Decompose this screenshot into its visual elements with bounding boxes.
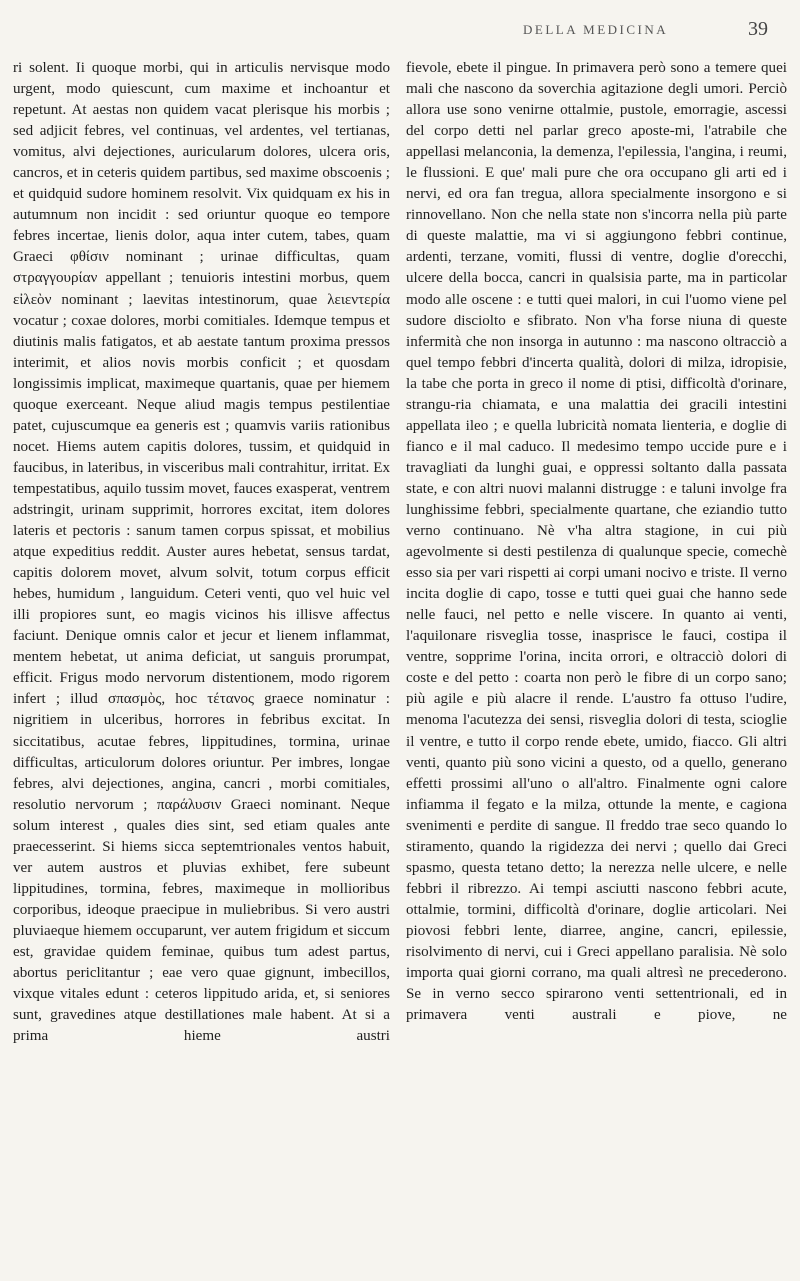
running-head-title: DELLA MEDICINA — [523, 22, 669, 37]
italian-text-column — [406, 58, 787, 1268]
italian-paragraph: fievole, ebete il pingue. In primavera però sono a temere quei mali che nascono da soverchia agitazione degli umori. Perciò allora use sono venirne ottalmie, pustole, emorragie, ascessi del corpo detti nel parlar greco aposte-mi, l'atrabile che appellasi melanconia, la demenza, l'epilessia, l'angina, i reumi, le flussioni. E que' mali pure che ora occupano gli arti ed i nervi, ed ora fan tregua, allora specialmente insorgono e si rinnovellano. Non che nella state non s'incorra nella più parte di queste malattie, ma vi si aggiungono febbri continue, ardenti, terzane, vomiti, flussi di ventre, doglie d'orecchi, ulcere della bocca, cancri in qualsisia parte, ma in particolar modo alle oscene : e tutti quei malori, in cui l'uomo viene pel sudore disciolto e sfibrato. Non v'ha forse niuna di queste infermità che non insorga in autunno : ma nascono oltracciò a quel tempo febbri d'incerta qualità, dolori di milza, idropisie, la tabe che porta in greco il nome di ptisi, difficoltà d'orinare, strangu-ria chiamata, e una malattia dei gracili intestini appellata ileo ; e quella lubricità nomata lienteria, e doglie di fianco e il mal caduco. Il medesimo tempo uccide pure e i travagliati da lunghi guai, e oppressi soltanto dalla passata state, e con altri nuovi malanni distrugge : e taluni involge fra lunghissime febbri, specialmente quartane, che eziandio tutto verno continuano. Nè v'ha altra stagione, in cui più agevolmente si desti pestilenza di qualunque specie, comechè esso sia per vari rispetti ai corpi umani nocivo e triste. Il verno incita doglie di capo, tosse e tutti quei guai che hanno sede nelle fauci, nel petto e nelle viscere. In quanto ai venti, l'aquilonare risveglia tosse, inasprisce le fauci, costipa il ventre, sopprime l'orina, incita orrori, e oltracciò dolori di coste e del petto : coarta non però le fibre di un corpo sano; più agile e più alacre il rende. L'austro fa ottuso l'udire, menoma l'acutezza dei sensi, risveglia dolori di testa, scioglie il ventre, e tutto il corpo rende ebete, umido, fiacco. Gli altri venti, quanto più sono vicini a questo, od a quello, generano effetti prossimi all'uno o all'altro. Finalmente ogni calore infiamma il fegato e la milza, ottunde la mente, e cagiona svenimenti e perdite di sangue. Il freddo trae seco quando lo stiramento, quando la rigidezza dei nervi ; quello dai Greci spasmo, questa tetano detto; la nerezza nelle ulcere, e nelle febbri il ribrezzo. Ai tempi asciutti nascono febbri acute, ottalmie, tormini, difficoltà d'orinare, doglie articolari. Nei piovosi febbri lente, diarree, angine, cancri, epilessie, risolvimento di nervi, cui i Greci appellano paralisia. Nè solo importa quai giorni corrano, ma quali altresì ne precederono. Se in verno secco spirarono venti settentrionali, ed in primavera venti australi e piove, ne — [406, 60, 787, 1024]
latin-paragraph: ri solent. Ii quoque morbi, qui in articulis nervisque modo urgent, modo quiescunt, cum maxime et inchoantur et repetunt. At aestas non quidem vacat plerisque his morbis ; sed adjicit febres, vel continuas, vel ardentes, vel tertianas, vomitus, alvi dejectiones, auricularum dolores, ulcera oris, cancros, et in ceteris quidem partibus, sed maxime obscoenis ; et quidquid sudore hominem resolvit. Vix quidquam ex his in autumnum non incidit : sed oriuntur quoque eo tempore febres incertae, lienis dolor, aqua inter cutem, tabes, quam Graeci φθίσιν nominant ; urinae difficultas, quam στραγγουρίαν appellant ; tenuioris intestini morbus, quem εἰλεὸν nominant ; laevitas intestinorum, quae λειεντερία vocatur ; coxae dolores, morbi comitiales. Idemque tempus et diutinis malis fatigatos, et ab aestate tantum proxima pressos interimit, et alios novis morbis conficit ; et quosdam longissimis implicat, maximeque quartanis, quae per hiemem quoque exerceant. Neque aliud magis tempus pestilentiae patet, cujuscumque ea generis est ; quamvis variis rationibus nocet. Hiems autem capitis dolores, tussim, et quidquid in faucibus, in lateribus, in visceribus mali contrahitur, irritat. Ex tempestatibus, aquilo tussim movet, fauces exasperat, ventrem adstringit, urinam supprimit, horrores excitat, item dolores lateris et pectoris : sanum tamen corpus spissat, et mobilius atque expeditius reddit. Auster aures hebetat, sensus tardat, capitis dolorem movet, alvum solvit, totum corpus efficit hebes, humidum , languidum. Ceteri venti, quo vel huic vel illi propiores sunt, eo magis vicinos his illisve affectus faciunt. Denique omnis calor et jecur et lienem inflammat, mentem hebetat, ut anima deficiat, ut sanguis prorumpat, efficit. Frigus modo nervorum distentionem, modo rigorem infert ; illud σπασμὸς, hoc τέτανος graece nominatur : nigritiem in ulceribus, horrores in febribus excitat. In siccitatibus, acutae febres, lippitudines, tormina, urinae difficultas, articulorum dolores oriuntur. Per imbres, longae febres, alvi dejectiones, angina, cancri , morbi comitiales, resolutio nervorum ; παράλυσιν Graeci nominant. Neque solum interest , quales dies sint, sed etiam quales ante praecesserint. Si hiems sicca septemtrionales ventos habuit, ver autem austros et pluvias exhibet, fere subeunt lippitudines, tormina, febres, maximeque in mollioribus corporibus, ideoque praecipue in muliebribus. Si vero austri pluviaeque hiemem occuparunt, ver autem frigidum et siccum est, gravidae quidem feminae, quibus tum adest partus, abortus periclitantur ; eae vero quae gignunt, imbecillos, vixque vitales edunt : ceteros lippitudo arida, et, si seniores sunt, gravedines atque destillationes male habent. At si a prima hieme austri — [13, 60, 390, 1045]
latin-text-column — [13, 58, 390, 1268]
running-head — [0, 18, 800, 46]
page-number: 39 — [748, 18, 768, 40]
